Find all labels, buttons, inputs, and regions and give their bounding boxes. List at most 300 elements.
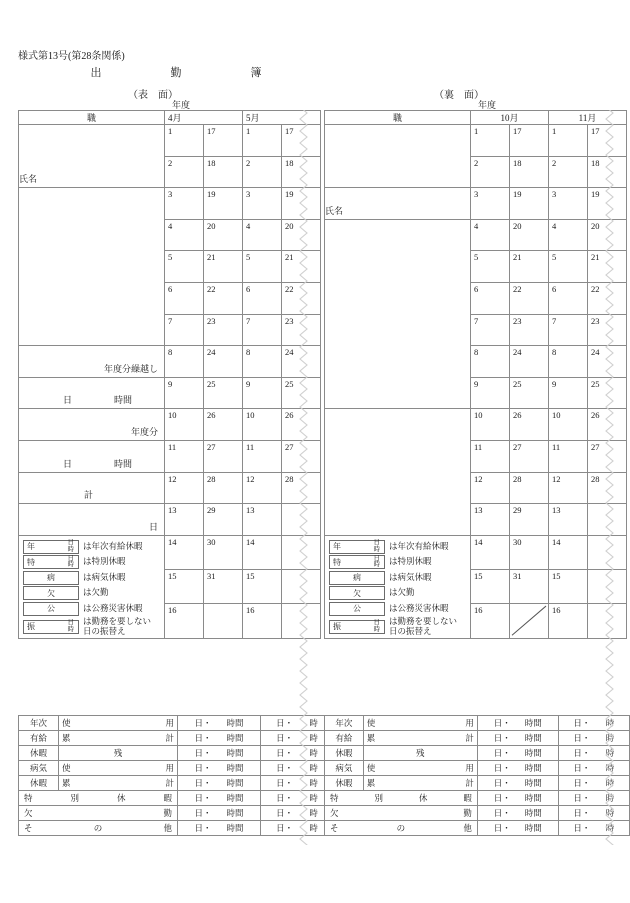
summary-value-cell[interactable] bbox=[261, 716, 334, 731]
summary-value-cell[interactable] bbox=[261, 806, 334, 821]
summary-value-cell[interactable] bbox=[261, 821, 334, 836]
day-cell[interactable] bbox=[471, 314, 510, 346]
name-cell[interactable] bbox=[19, 125, 165, 188]
summary-item-left: 累 bbox=[366, 733, 376, 743]
value-hour-unit: 時 bbox=[309, 778, 318, 788]
day-cell[interactable] bbox=[471, 251, 510, 283]
day-cell[interactable] bbox=[510, 504, 549, 536]
day-number: 1 bbox=[246, 126, 251, 136]
summary-value-cell[interactable] bbox=[261, 761, 334, 776]
summary-value bbox=[562, 762, 626, 774]
summary-value-cell[interactable] bbox=[261, 791, 334, 806]
day-cell[interactable] bbox=[471, 346, 510, 378]
day-cell[interactable] bbox=[471, 570, 510, 604]
row-label-hour: 時間 bbox=[113, 458, 132, 469]
summary-value bbox=[181, 747, 257, 759]
summary-item-right: 計 bbox=[465, 733, 474, 743]
summary-value-cell[interactable] bbox=[178, 776, 261, 791]
day-number: 11 bbox=[168, 441, 177, 452]
summary-row bbox=[19, 761, 334, 776]
legend-description: は欠勤 bbox=[83, 587, 109, 598]
summary-row bbox=[19, 731, 334, 746]
day-cell[interactable] bbox=[243, 604, 282, 638]
value-hour-unit: 時間 bbox=[226, 763, 244, 773]
summary-value-cell[interactable] bbox=[558, 746, 629, 761]
day-cell[interactable] bbox=[165, 472, 204, 504]
day-cell[interactable] bbox=[165, 314, 204, 346]
day-number: 24 bbox=[513, 347, 522, 358]
summary-item-left: 使 bbox=[366, 718, 376, 728]
summary-value-cell[interactable] bbox=[178, 761, 261, 776]
day-number: 4 bbox=[246, 220, 251, 231]
summary-value bbox=[181, 762, 257, 774]
legend-symbol-char: 欠 bbox=[353, 588, 361, 598]
legend-symbol-char: 年 bbox=[333, 542, 341, 552]
value-hour-unit: 時間 bbox=[524, 733, 542, 743]
day-cell[interactable] bbox=[243, 219, 282, 251]
summary-item-label bbox=[325, 791, 478, 806]
row-label-day: 日 bbox=[63, 395, 73, 406]
day-cell[interactable] bbox=[510, 188, 549, 220]
legend-unit-day: 日 bbox=[67, 619, 74, 627]
day-number: 11 bbox=[474, 441, 483, 452]
day-cell[interactable] bbox=[510, 314, 549, 346]
day-number: 21 bbox=[207, 252, 216, 263]
day-cell[interactable] bbox=[510, 251, 549, 283]
legend-symbol-char: 振 bbox=[333, 622, 341, 632]
day-number: 5 bbox=[246, 252, 251, 263]
day-cell[interactable] bbox=[243, 472, 282, 504]
value-day-unit: 日・ bbox=[194, 823, 212, 833]
day-cell[interactable] bbox=[165, 504, 204, 536]
value-hour-unit: 時間 bbox=[226, 823, 244, 833]
day-cell[interactable] bbox=[165, 282, 204, 314]
day-number: 6 bbox=[474, 283, 479, 294]
day-cell[interactable] bbox=[165, 535, 204, 569]
day-cell[interactable] bbox=[471, 156, 510, 188]
day-number: 16 bbox=[246, 605, 255, 616]
legend-symbol-box bbox=[329, 620, 385, 634]
value-hour-unit: 時 bbox=[605, 823, 615, 833]
day-cell[interactable] bbox=[165, 188, 204, 220]
day-cell[interactable] bbox=[549, 535, 588, 569]
day-number: 21 bbox=[513, 252, 522, 263]
summary-value bbox=[181, 777, 257, 789]
day-cell[interactable] bbox=[204, 346, 243, 378]
legend-symbol-char: 特 bbox=[27, 557, 35, 567]
label-cell bbox=[19, 377, 165, 409]
value-hour-unit: 時間 bbox=[226, 718, 244, 728]
day-cell[interactable] bbox=[471, 188, 510, 220]
summary-item-label bbox=[59, 716, 178, 731]
value-hour-unit: 時 bbox=[605, 793, 615, 803]
summary-value-cell[interactable] bbox=[477, 821, 558, 836]
value-day-unit: 日・ bbox=[194, 763, 212, 773]
day-cell[interactable] bbox=[549, 282, 588, 314]
value-day-unit: 日・ bbox=[194, 733, 212, 743]
summary-value-cell[interactable] bbox=[477, 746, 558, 761]
day-cell[interactable] bbox=[471, 409, 510, 441]
label-cell bbox=[19, 409, 165, 441]
value-hour-unit: 時 bbox=[309, 718, 318, 728]
day-cell[interactable] bbox=[549, 504, 588, 536]
day-cell[interactable] bbox=[549, 188, 588, 220]
summary-item-right: 勤 bbox=[463, 808, 472, 818]
value-hour-unit: 時 bbox=[605, 748, 615, 758]
value-hour-unit: 時 bbox=[309, 733, 318, 743]
value-day-unit: 日・ bbox=[194, 793, 212, 803]
legend-unit-hour: 時 bbox=[373, 561, 380, 569]
day-cell[interactable] bbox=[243, 346, 282, 378]
day-cell[interactable] bbox=[471, 440, 510, 472]
day-number: 3 bbox=[168, 189, 173, 200]
summary-value-cell[interactable] bbox=[558, 716, 629, 731]
summary-item-label bbox=[363, 716, 477, 731]
summary-value-cell[interactable] bbox=[178, 806, 261, 821]
day-cell[interactable] bbox=[549, 125, 588, 157]
name-label-right: 名 bbox=[28, 174, 38, 185]
row-label-pair bbox=[19, 457, 158, 470]
blank-cell[interactable] bbox=[325, 125, 471, 188]
day-number: 2 bbox=[168, 157, 173, 168]
summary-value bbox=[562, 732, 626, 744]
day-cell[interactable] bbox=[510, 604, 549, 638]
day-cell[interactable] bbox=[471, 535, 510, 569]
legend-symbol-char: 振 bbox=[27, 622, 35, 632]
summary-value-cell[interactable] bbox=[558, 731, 629, 746]
summary-item-label bbox=[325, 806, 478, 821]
summary-item-right: 勤 bbox=[163, 808, 172, 818]
day-number: 5 bbox=[552, 252, 557, 263]
day-cell[interactable] bbox=[204, 472, 243, 504]
day-number: 25 bbox=[207, 378, 216, 389]
day-cell[interactable] bbox=[165, 604, 204, 638]
day-cell[interactable] bbox=[510, 472, 549, 504]
day-cell[interactable] bbox=[510, 219, 549, 251]
day-cell[interactable] bbox=[549, 346, 588, 378]
row-label bbox=[19, 425, 158, 438]
day-number: 31 bbox=[207, 571, 216, 582]
summary-value-cell[interactable] bbox=[178, 746, 261, 761]
summary-row bbox=[19, 791, 334, 806]
day-cell[interactable] bbox=[471, 377, 510, 409]
day-cell[interactable] bbox=[204, 440, 243, 472]
summary-value-cell[interactable] bbox=[477, 776, 558, 791]
summary-value-cell[interactable] bbox=[261, 731, 334, 746]
day-cell[interactable] bbox=[204, 282, 243, 314]
day-cell[interactable] bbox=[243, 535, 282, 569]
day-cell[interactable] bbox=[204, 188, 243, 220]
day-cell[interactable] bbox=[549, 570, 588, 604]
side-label-front: （表 面） bbox=[128, 90, 178, 101]
summary-value-cell[interactable] bbox=[178, 791, 261, 806]
summary-table bbox=[324, 715, 630, 836]
day-number: 1 bbox=[552, 126, 557, 136]
name-cell[interactable] bbox=[325, 188, 471, 220]
summary-item-b: の bbox=[93, 823, 103, 833]
day-cell[interactable] bbox=[204, 604, 243, 638]
value-hour-unit: 時 bbox=[309, 823, 318, 833]
day-cell[interactable] bbox=[471, 125, 510, 157]
day-cell[interactable] bbox=[471, 282, 510, 314]
value-day-unit: 日・ bbox=[493, 763, 511, 773]
day-number: 2 bbox=[474, 157, 479, 168]
summary-value bbox=[181, 792, 257, 804]
day-cell[interactable] bbox=[549, 219, 588, 251]
day-number: 11 bbox=[246, 441, 255, 452]
day-number: 8 bbox=[246, 347, 251, 358]
day-number: 13 bbox=[474, 505, 483, 516]
summary-item-char: 休 bbox=[116, 793, 126, 803]
day-number: 12 bbox=[474, 473, 483, 484]
day-cell[interactable] bbox=[549, 251, 588, 283]
day-cell[interactable] bbox=[243, 377, 282, 409]
day-number: 23 bbox=[285, 315, 294, 326]
day-cell[interactable] bbox=[243, 188, 282, 220]
summary-item-label bbox=[363, 731, 477, 746]
summary-value bbox=[264, 777, 330, 789]
legend-unit-stack bbox=[374, 540, 385, 553]
legend-unit-hour: 時 bbox=[67, 561, 74, 569]
day-cell[interactable] bbox=[165, 346, 204, 378]
legend-row bbox=[329, 602, 470, 616]
legend-symbol-char: 欠 bbox=[47, 588, 55, 598]
summary-value bbox=[264, 717, 330, 729]
day-cell[interactable] bbox=[204, 535, 243, 569]
leave-summary-back bbox=[324, 715, 630, 836]
label-cell bbox=[19, 346, 165, 378]
day-cell[interactable] bbox=[204, 570, 243, 604]
summary-value-cell[interactable] bbox=[558, 806, 629, 821]
day-cell[interactable] bbox=[510, 570, 549, 604]
day-cell[interactable] bbox=[165, 156, 204, 188]
summary-value-cell[interactable] bbox=[477, 761, 558, 776]
day-number bbox=[204, 604, 242, 605]
blank-cell[interactable] bbox=[19, 188, 165, 346]
day-cell[interactable] bbox=[243, 156, 282, 188]
torn-edge-front bbox=[299, 110, 308, 845]
summary-value-cell[interactable] bbox=[558, 761, 629, 776]
day-cell[interactable] bbox=[165, 125, 204, 157]
legend-cell bbox=[19, 535, 165, 638]
day-number: 27 bbox=[591, 441, 600, 452]
day-number: 15 bbox=[168, 571, 177, 582]
day-number: 6 bbox=[246, 283, 251, 294]
day-cell[interactable] bbox=[204, 409, 243, 441]
value-day-unit: 日・ bbox=[573, 793, 591, 803]
title-char-1: 出 bbox=[90, 67, 102, 79]
day-cell[interactable] bbox=[471, 504, 510, 536]
legend-symbol-box bbox=[23, 586, 79, 600]
day-number: 28 bbox=[513, 473, 522, 484]
day-cell[interactable] bbox=[165, 377, 204, 409]
day-number: 14 bbox=[168, 536, 177, 547]
legend-unit-day: 日 bbox=[373, 554, 380, 562]
day-cell[interactable] bbox=[204, 504, 243, 536]
day-number: 2 bbox=[552, 157, 557, 168]
summary-item-label bbox=[59, 761, 178, 776]
day-cell[interactable] bbox=[471, 604, 510, 638]
summary-group-label: 休暇 bbox=[19, 746, 59, 761]
summary-item-right: 計 bbox=[165, 733, 174, 743]
year-label-front: 年度 bbox=[172, 100, 191, 110]
summary-item-b: の bbox=[396, 823, 406, 833]
day-number: 20 bbox=[285, 220, 294, 231]
day-cell[interactable] bbox=[243, 440, 282, 472]
summary-value-cell[interactable] bbox=[558, 821, 629, 836]
value-day-unit: 日・ bbox=[276, 793, 294, 803]
day-cell[interactable] bbox=[165, 570, 204, 604]
summary-value-cell[interactable] bbox=[178, 716, 261, 731]
legend-symbol-char: 病 bbox=[353, 573, 361, 583]
day-number: 25 bbox=[285, 378, 294, 389]
day-cell[interactable] bbox=[204, 156, 243, 188]
summary-value-cell[interactable] bbox=[178, 821, 261, 836]
summary-value-cell[interactable] bbox=[477, 806, 558, 821]
day-number: 22 bbox=[513, 283, 522, 294]
day-number: 5 bbox=[474, 252, 479, 263]
summary-item-label bbox=[59, 746, 178, 761]
summary-item-label bbox=[19, 791, 178, 806]
day-number: 10 bbox=[246, 410, 255, 421]
day-cell[interactable] bbox=[510, 125, 549, 157]
summary-value bbox=[264, 762, 330, 774]
day-cell[interactable] bbox=[510, 409, 549, 441]
day-cell[interactable] bbox=[165, 251, 204, 283]
day-cell[interactable] bbox=[243, 125, 282, 157]
summary-value-cell[interactable] bbox=[261, 746, 334, 761]
day-cell[interactable] bbox=[243, 409, 282, 441]
legend-symbol-char: 公 bbox=[353, 604, 361, 614]
legend-row bbox=[329, 571, 470, 585]
day-cell[interactable] bbox=[243, 251, 282, 283]
day-cell[interactable] bbox=[510, 535, 549, 569]
value-day-unit: 日・ bbox=[493, 718, 511, 728]
day-number: 17 bbox=[207, 126, 216, 136]
day-cell[interactable] bbox=[510, 282, 549, 314]
legend-row bbox=[23, 540, 164, 554]
day-cell[interactable] bbox=[510, 346, 549, 378]
day-cell[interactable] bbox=[165, 219, 204, 251]
row-label bbox=[19, 488, 158, 501]
day-cell[interactable] bbox=[204, 219, 243, 251]
value-day-unit: 日・ bbox=[276, 823, 294, 833]
day-cell[interactable] bbox=[549, 440, 588, 472]
day-cell[interactable] bbox=[243, 504, 282, 536]
day-number: 3 bbox=[246, 189, 251, 200]
day-number: 19 bbox=[513, 189, 522, 200]
summary-value-cell[interactable] bbox=[558, 791, 629, 806]
summary-item-label bbox=[363, 776, 477, 791]
day-cell[interactable] bbox=[204, 125, 243, 157]
day-cell[interactable] bbox=[549, 472, 588, 504]
legend-unit-day: 日 bbox=[67, 539, 74, 547]
day-cell[interactable] bbox=[549, 604, 588, 638]
legend-block bbox=[19, 536, 164, 637]
summary-value-cell[interactable] bbox=[558, 776, 629, 791]
day-number: 18 bbox=[513, 157, 522, 168]
day-cell[interactable] bbox=[204, 377, 243, 409]
day-number: 24 bbox=[285, 347, 294, 358]
value-day-unit: 日・ bbox=[573, 823, 591, 833]
summary-value-cell[interactable] bbox=[477, 731, 558, 746]
summary-item-char: 暇 bbox=[163, 793, 172, 803]
day-cell[interactable] bbox=[471, 472, 510, 504]
value-hour-unit: 時 bbox=[605, 718, 615, 728]
legend-symbol-box bbox=[329, 586, 385, 600]
legend-description: は病気休暇 bbox=[83, 571, 126, 582]
value-hour-unit: 時間 bbox=[524, 808, 542, 818]
summary-item-char: 暇 bbox=[463, 793, 472, 803]
summary-value-cell[interactable] bbox=[178, 731, 261, 746]
value-day-unit: 日・ bbox=[573, 763, 591, 773]
day-cell[interactable] bbox=[549, 377, 588, 409]
legend-description: は特別休暇 bbox=[389, 556, 432, 567]
value-day-unit: 日・ bbox=[573, 733, 591, 743]
day-number: 30 bbox=[513, 536, 522, 547]
legend-unit-day: 日 bbox=[373, 539, 380, 547]
summary-value-cell[interactable] bbox=[261, 776, 334, 791]
day-cell[interactable] bbox=[204, 251, 243, 283]
day-number: 5 bbox=[168, 252, 173, 263]
blank-cell[interactable] bbox=[325, 219, 471, 409]
day-cell[interactable] bbox=[510, 440, 549, 472]
day-cell[interactable] bbox=[243, 570, 282, 604]
day-number: 27 bbox=[513, 441, 522, 452]
value-hour-unit: 時間 bbox=[226, 793, 244, 803]
summary-group-label: 年次 bbox=[19, 716, 59, 731]
legend-unit-stack bbox=[68, 556, 79, 569]
summary-group-label: 年次 bbox=[325, 716, 364, 731]
day-cell[interactable] bbox=[243, 282, 282, 314]
value-day-unit: 日・ bbox=[493, 733, 511, 743]
legend-symbol-box bbox=[329, 571, 385, 585]
header-month-1: 10月 bbox=[471, 111, 549, 125]
legend-symbol-char: 公 bbox=[47, 604, 55, 614]
legend-row bbox=[329, 617, 470, 636]
value-hour-unit: 時 bbox=[605, 778, 615, 788]
day-number: 14 bbox=[552, 536, 561, 547]
day-number: 9 bbox=[168, 378, 173, 389]
day-cell[interactable] bbox=[510, 377, 549, 409]
value-day-unit: 日・ bbox=[493, 808, 511, 818]
summary-value bbox=[562, 747, 626, 759]
day-number: 12 bbox=[552, 473, 561, 484]
summary-value bbox=[264, 822, 330, 834]
blank-cell[interactable] bbox=[325, 409, 471, 535]
summary-value-cell[interactable] bbox=[477, 716, 558, 731]
day-cell[interactable] bbox=[549, 409, 588, 441]
summary-item-label bbox=[325, 821, 478, 836]
legend-description: は欠勤 bbox=[389, 587, 415, 598]
day-cell[interactable] bbox=[549, 314, 588, 346]
summary-item-right: 用 bbox=[165, 763, 174, 773]
day-cell[interactable] bbox=[471, 219, 510, 251]
day-number: 11 bbox=[552, 441, 561, 452]
day-cell[interactable] bbox=[549, 156, 588, 188]
day-number: 20 bbox=[207, 220, 216, 231]
day-cell[interactable] bbox=[165, 409, 204, 441]
day-cell[interactable] bbox=[510, 156, 549, 188]
summary-group-label: 病気 bbox=[325, 761, 364, 776]
legend-description: は公務災害休暇 bbox=[83, 602, 143, 613]
summary-value-cell[interactable] bbox=[477, 791, 558, 806]
day-cell[interactable] bbox=[243, 314, 282, 346]
header-month-2: 5月 bbox=[243, 111, 321, 125]
day-cell[interactable] bbox=[204, 314, 243, 346]
legend-symbol-box bbox=[23, 555, 79, 569]
day-cell[interactable] bbox=[165, 440, 204, 472]
